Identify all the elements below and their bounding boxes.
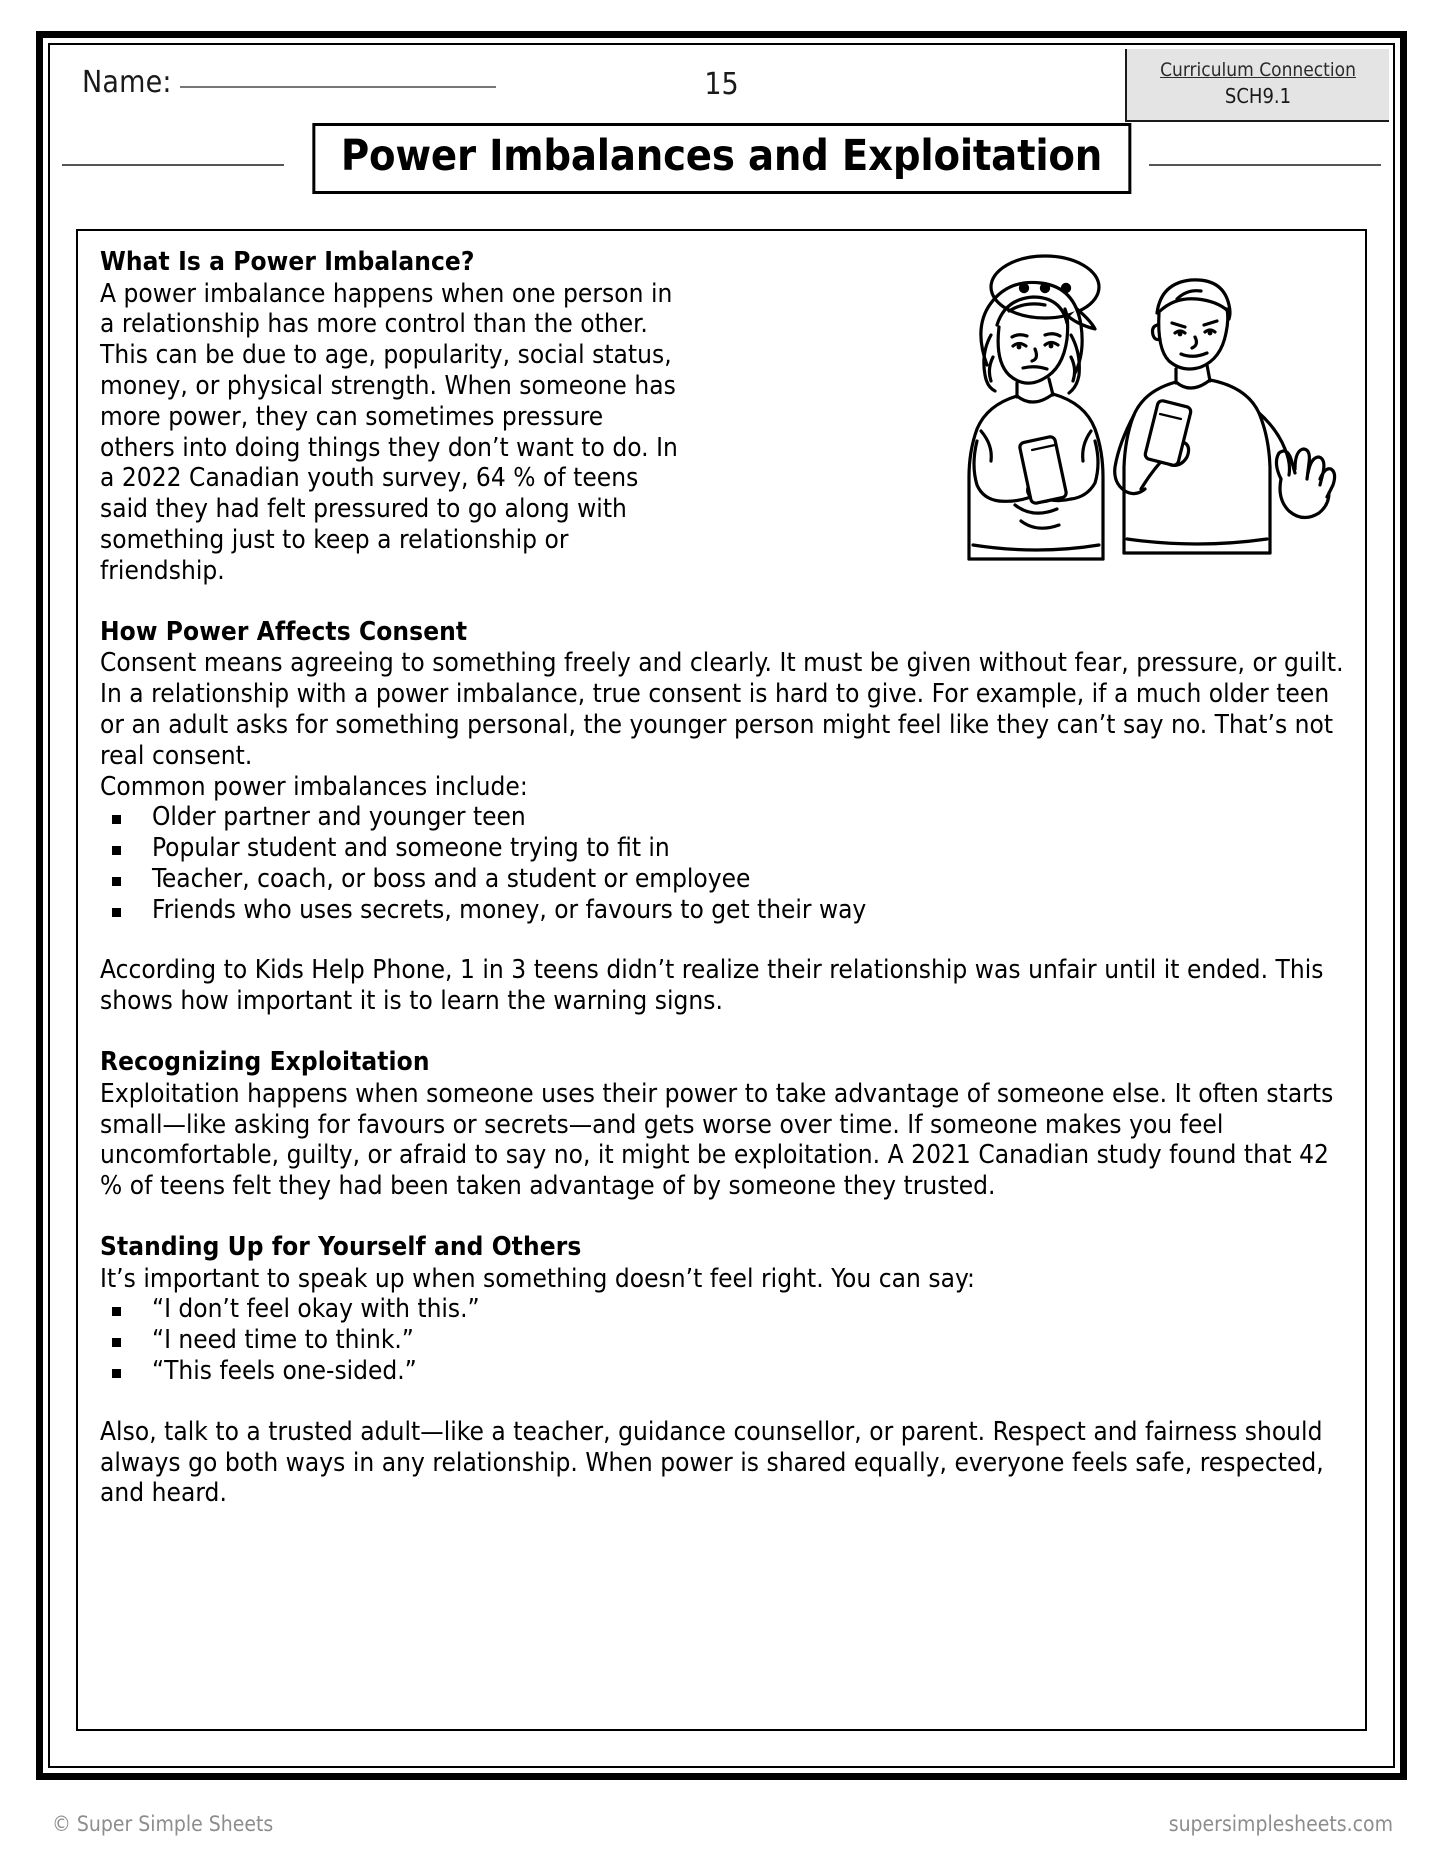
list-item-label: Teacher, coach, or boss and a student or employee (152, 863, 751, 894)
speech-bubble-icon (991, 256, 1099, 329)
worksheet-page-inner-border (48, 43, 1395, 1768)
standing-up-heading: Standing Up for Yourself and Others (100, 1231, 582, 1262)
title-rule-left (62, 164, 284, 166)
list-item-label: “I need time to think.” (152, 1325, 414, 1356)
phone-held-by-girl (1019, 436, 1067, 504)
square-bullet-icon (112, 908, 121, 917)
exploitation-heading: Recognizing Exploitation (100, 1047, 430, 1078)
list-item (100, 833, 1345, 864)
square-bullet-icon (112, 877, 121, 886)
intro-heading: What Is a Power Imbalance? (100, 247, 475, 277)
consent-body: Consent means agreeing to something freely and clearly. It must be given without fear, pressure, or guilt. In a relationship with a power imbalance, true consent is hard to give. For example, if a much older teen or an adult asks for something personal, the younger person might feel like they can’t say no. That’s not real consent. (100, 648, 1344, 771)
list-item-label: Friends who uses secrets, money, or favours to get their way (152, 894, 867, 925)
consent-heading: How Power Affects Consent (100, 616, 468, 647)
list-item (100, 1325, 1345, 1356)
square-bullet-icon (112, 1307, 121, 1316)
worksheet-page-border (36, 31, 1407, 1780)
list-item (100, 864, 1345, 895)
name-label: Name: (82, 65, 172, 100)
spacer (100, 1387, 1345, 1417)
kids-help-phone-stat: According to Kids Help Phone, 1 in 3 teens didn’t realize their relationship was unfair until it ended. This shows how important it is to learn the warning signs. (100, 955, 1324, 1017)
page-footer (44, 1812, 1401, 1846)
list-item (100, 802, 1345, 833)
curriculum-code: SCH9.1 (1224, 84, 1292, 109)
spacer (100, 925, 1345, 955)
square-bullet-icon (112, 1369, 121, 1378)
standing-up-body: It’s important to speak up when something doesn’t feel right. You can say: (100, 1263, 975, 1294)
phone-held-by-boy (1144, 400, 1192, 466)
worksheet-content (50, 45, 1393, 1766)
website-text: supersimplesheets.com (1168, 1812, 1393, 1836)
square-bullet-icon (112, 815, 121, 824)
consent-list-intro: Common power imbalances include: (100, 771, 528, 802)
page-title: Power Imbalances and Exploitation (340, 131, 1103, 181)
curriculum-connection-label: Curriculum Connection (1160, 59, 1356, 81)
list-item (100, 895, 1345, 926)
open-palm-hand (1276, 449, 1334, 518)
square-bullet-icon (112, 1338, 121, 1347)
title-band (50, 123, 1393, 205)
spacer (100, 587, 1345, 617)
spacer (100, 1017, 1345, 1047)
copyright-text: © Super Simple Sheets (52, 1812, 274, 1836)
list-item-label: “This feels one-sided.” (152, 1356, 417, 1386)
boy-figure (1115, 280, 1335, 553)
intro-section (100, 247, 1345, 587)
list-item-label: “I don’t feel okay with this.” (152, 1294, 480, 1325)
power-imbalance-list (100, 802, 1345, 925)
power-imbalance-illustration (929, 253, 1349, 583)
list-item-label: Older partner and younger teen (152, 802, 526, 833)
list-item (100, 1356, 1345, 1387)
intro-body: A power imbalance happens when one person in a relationship has more control than the other. This can be due to age, popularity, social status, money, or physical strength. When someone has more power, they can sometimes pressure others into doing things they don’t want to do. In a 2022 Canadian youth survey, 64 % of teens said they had felt pressured to go along with something just to keep a relationship or friendship. (100, 278, 678, 586)
list-item (100, 1294, 1345, 1325)
page-number: 15 (704, 67, 739, 102)
worksheet-header (50, 45, 1393, 117)
title-rule-right (1149, 164, 1381, 166)
reading-passage-box (76, 229, 1367, 1731)
list-item-label: Popular student and someone trying to fit in (152, 833, 670, 864)
spacer (100, 1202, 1345, 1232)
square-bullet-icon (112, 846, 121, 855)
speak-up-phrases-list (100, 1294, 1345, 1386)
exploitation-body: Exploitation happens when someone uses their power to take advantage of someone else. It often starts small—like asking for favours or secrets—and gets worse over time. If someone makes you feel uncomfortable, guilty, or afraid to say no, it might be exploitation. A 2021 Canadian study found that 42 % of teens felt they had been taken advantage of by someone they trusted. (100, 1078, 1334, 1202)
closing-paragraph: Also, talk to a trusted adult—like a teacher, guidance counsellor, or parent. Respect and fairness should always go both ways in any relationship. When power is shared equally, everyone feels safe, respected, and heard. (100, 1416, 1324, 1509)
page-title-box (312, 123, 1131, 194)
curriculum-connection-box (1125, 49, 1389, 122)
